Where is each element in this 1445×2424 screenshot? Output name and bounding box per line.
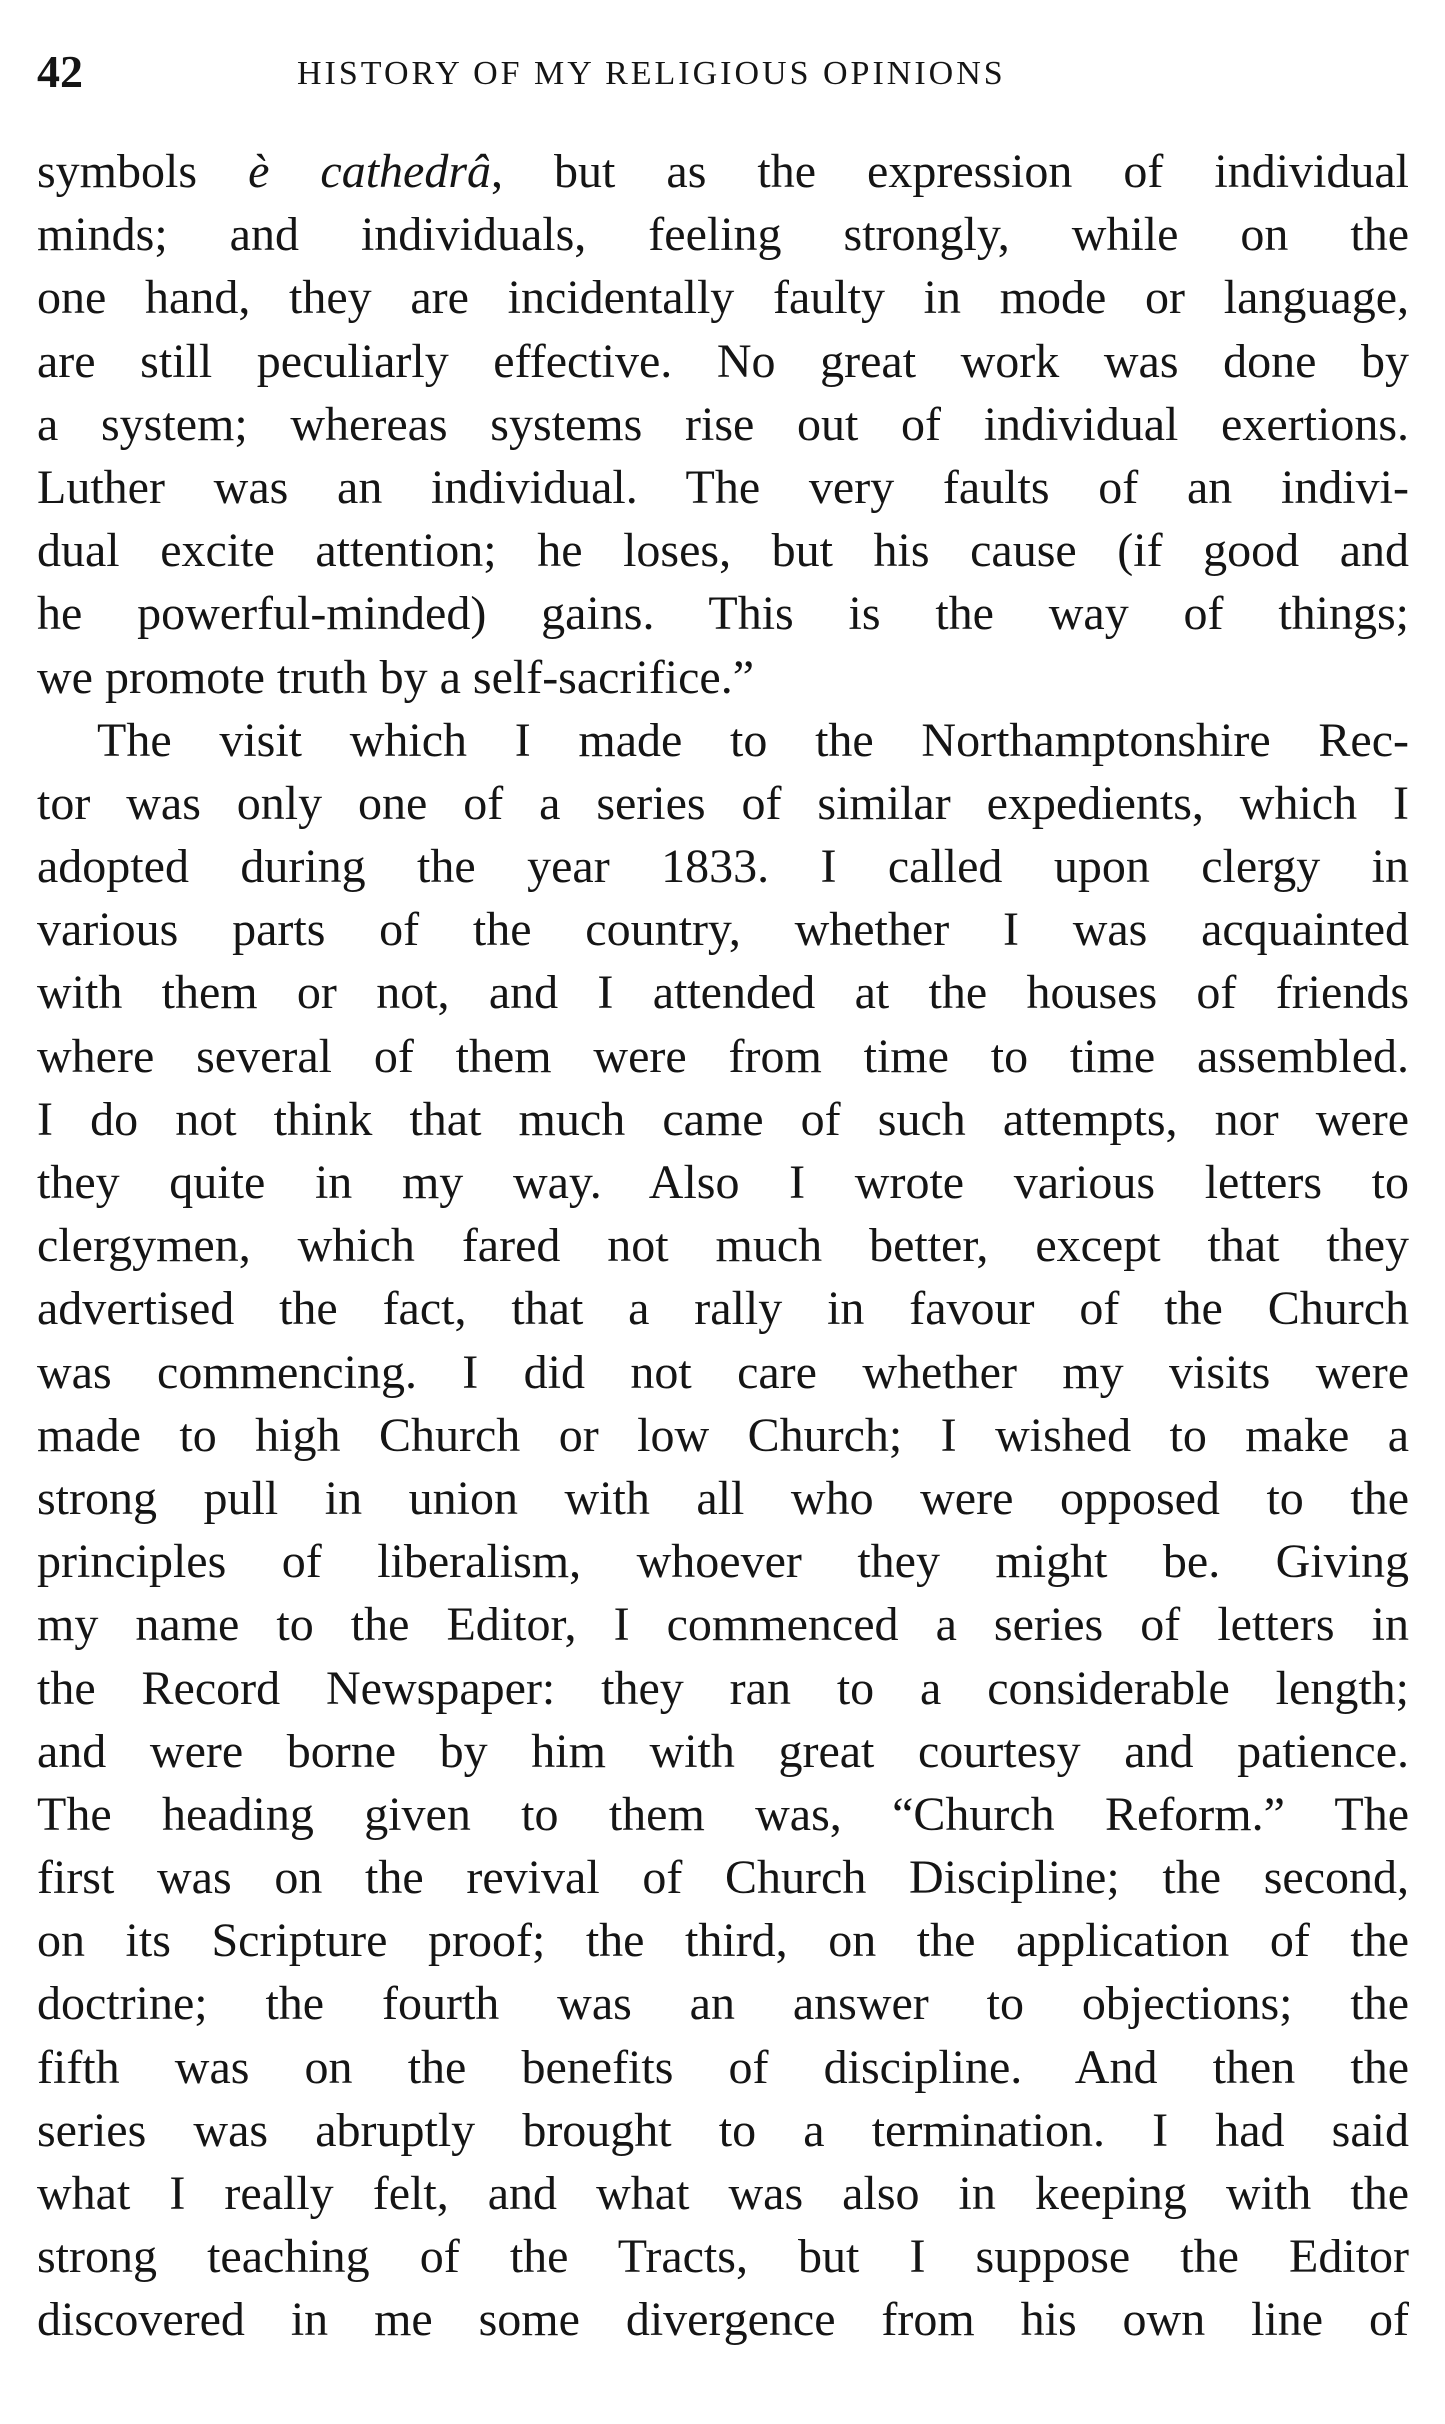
text-line-18: clergymen, which fared not much better, except that they: [37, 1219, 1409, 1273]
text-line-3: one hand, they are incidentally faulty in mode or language,: [37, 271, 1409, 325]
book-page: [37, 0, 1409, 2424]
text-line-35: discovered in me some divergence from his own line of: [37, 2293, 1409, 2347]
text-line-11: tor was only one of a series of similar expedients, which I: [37, 776, 1409, 830]
running-title: HISTORY OF MY RELIGIOUS OPINIONS: [297, 55, 1006, 92]
text-line-23: principles of liberalism, whoever they might be. Giving: [37, 1535, 1409, 1589]
page-number: 42: [37, 46, 83, 97]
text-line-24: my name to the Editor, I commenced a series of letters in: [37, 1598, 1409, 1652]
text-line-14: with them or not, and I attended at the houses of friends: [37, 966, 1409, 1020]
text-line-30: doctrine; the fourth was an answer to objections; the: [37, 1977, 1409, 2031]
text-line-8: he powerful-minded) gains. This is the way of things;: [37, 587, 1409, 641]
text-line-2: minds; and individuals, feeling strongly, while on the: [37, 208, 1409, 262]
line-1-start: symbols: [37, 145, 249, 198]
text-line-7: dual excite attention; he loses, but his cause (if good and: [37, 524, 1409, 578]
latin-phrase: è cathedrâ: [248, 145, 492, 198]
running-head: [37, 42, 1409, 102]
text-line-27: The heading given to them was, “Church Reform.” The: [37, 1787, 1409, 1841]
text-line-4: are still peculiarly effective. No great work was done by: [37, 334, 1409, 388]
text-line-26: and were borne by him with great courtesy and patience.: [37, 1724, 1409, 1778]
text-line-5: a system; whereas systems rise out of individual exertions.: [37, 397, 1409, 451]
text-line-17: they quite in my way. Also I wrote various letters to: [37, 1156, 1409, 1209]
body-text: [37, 140, 1409, 2352]
text-line-20: was commencing. I did not care whether my visits were: [37, 1345, 1409, 1399]
line-1-end: , but as the expression of individual: [491, 145, 1409, 198]
text-line-16: I do not think that much came of such attempts, nor were: [37, 1092, 1409, 1146]
text-line-19: advertised the fact, that a rally in favour of the Church: [37, 1282, 1409, 1336]
text-line-22: strong pull in union with all who were opposed to the: [37, 1471, 1409, 1525]
text-line-13: various parts of the country, whether I was acquainted: [37, 903, 1409, 957]
text-line-34: strong teaching of the Tracts, but I suppose the Editor: [37, 2230, 1409, 2284]
text-line-32: series was abruptly brought to a termination. I had said: [37, 2103, 1409, 2157]
text-line-31: fifth was on the benefits of discipline. And then the: [37, 2040, 1409, 2094]
text-line-12: adopted during the year 1833. I called upon clergy in: [37, 840, 1409, 894]
text-line-9: we promote truth by a self-sacrifice.”: [37, 650, 755, 704]
text-line-25: the Record Newspaper: they ran to a considerable length;: [37, 1661, 1409, 1715]
text-line-1: [37, 140, 1409, 203]
text-line-6: Luther was an individual. The very faults of an indivi-: [37, 460, 1409, 514]
text-line-15: where several of them were from time to time assembled.: [37, 1029, 1409, 1083]
text-line-28: first was on the revival of Church Discipline; the second,: [37, 1851, 1409, 1905]
text-line-33: what I really felt, and what was also in keeping with the: [37, 2167, 1409, 2220]
text-line-21: made to high Church or low Church; I wished to make a: [37, 1408, 1409, 1462]
text-line-10: The visit which I made to the Northamptonshire Rec-: [97, 713, 1409, 767]
text-line-29: on its Scripture proof; the third, on the application of the: [37, 1914, 1409, 1968]
